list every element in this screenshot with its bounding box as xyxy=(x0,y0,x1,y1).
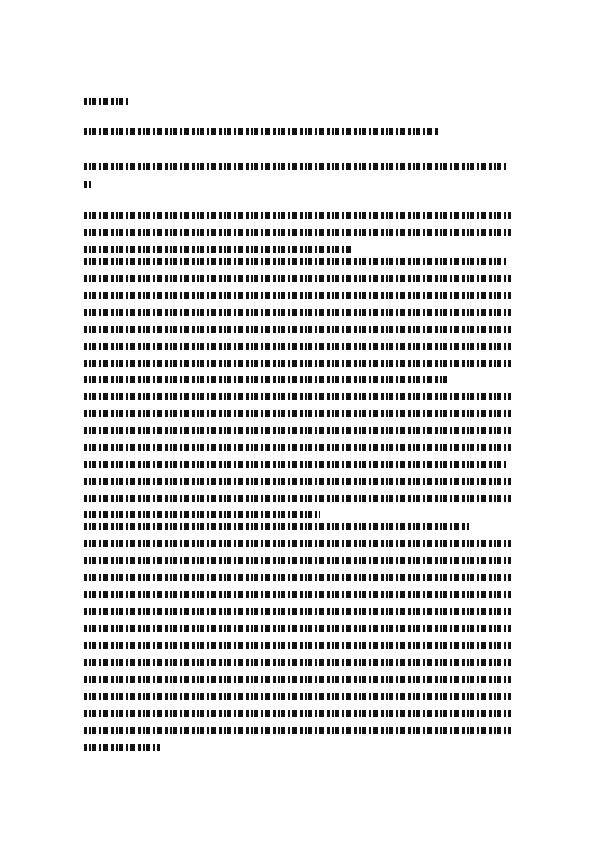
text-line xyxy=(84,676,511,683)
text-line xyxy=(84,557,511,564)
text-line xyxy=(84,693,511,700)
text-line xyxy=(84,393,511,400)
text-line xyxy=(84,360,511,367)
text-line xyxy=(84,625,511,632)
text-line xyxy=(84,309,511,316)
subtitle-line xyxy=(84,181,92,188)
text-line xyxy=(84,229,511,236)
text-line xyxy=(84,523,470,530)
title-line xyxy=(84,128,438,135)
text-line xyxy=(84,246,354,253)
header-mark xyxy=(84,98,128,105)
text-line xyxy=(84,495,511,502)
text-line xyxy=(84,574,511,581)
text-line xyxy=(84,642,511,649)
text-line xyxy=(84,608,511,615)
text-line xyxy=(84,292,511,299)
text-line xyxy=(84,258,507,265)
text-line xyxy=(84,710,511,717)
text-line xyxy=(84,343,511,350)
text-line xyxy=(84,444,511,451)
text-line xyxy=(84,591,511,598)
text-line xyxy=(84,275,511,282)
text-line xyxy=(84,478,511,485)
text-line xyxy=(84,427,511,434)
text-line xyxy=(84,326,511,333)
text-line xyxy=(84,461,506,468)
text-line xyxy=(84,410,511,417)
text-line xyxy=(84,212,511,219)
text-line xyxy=(84,376,448,383)
text-line xyxy=(84,540,511,547)
text-line xyxy=(84,727,511,734)
text-line xyxy=(84,744,160,751)
text-line xyxy=(84,511,320,518)
text-line xyxy=(84,659,511,666)
subtitle-line xyxy=(84,163,508,170)
